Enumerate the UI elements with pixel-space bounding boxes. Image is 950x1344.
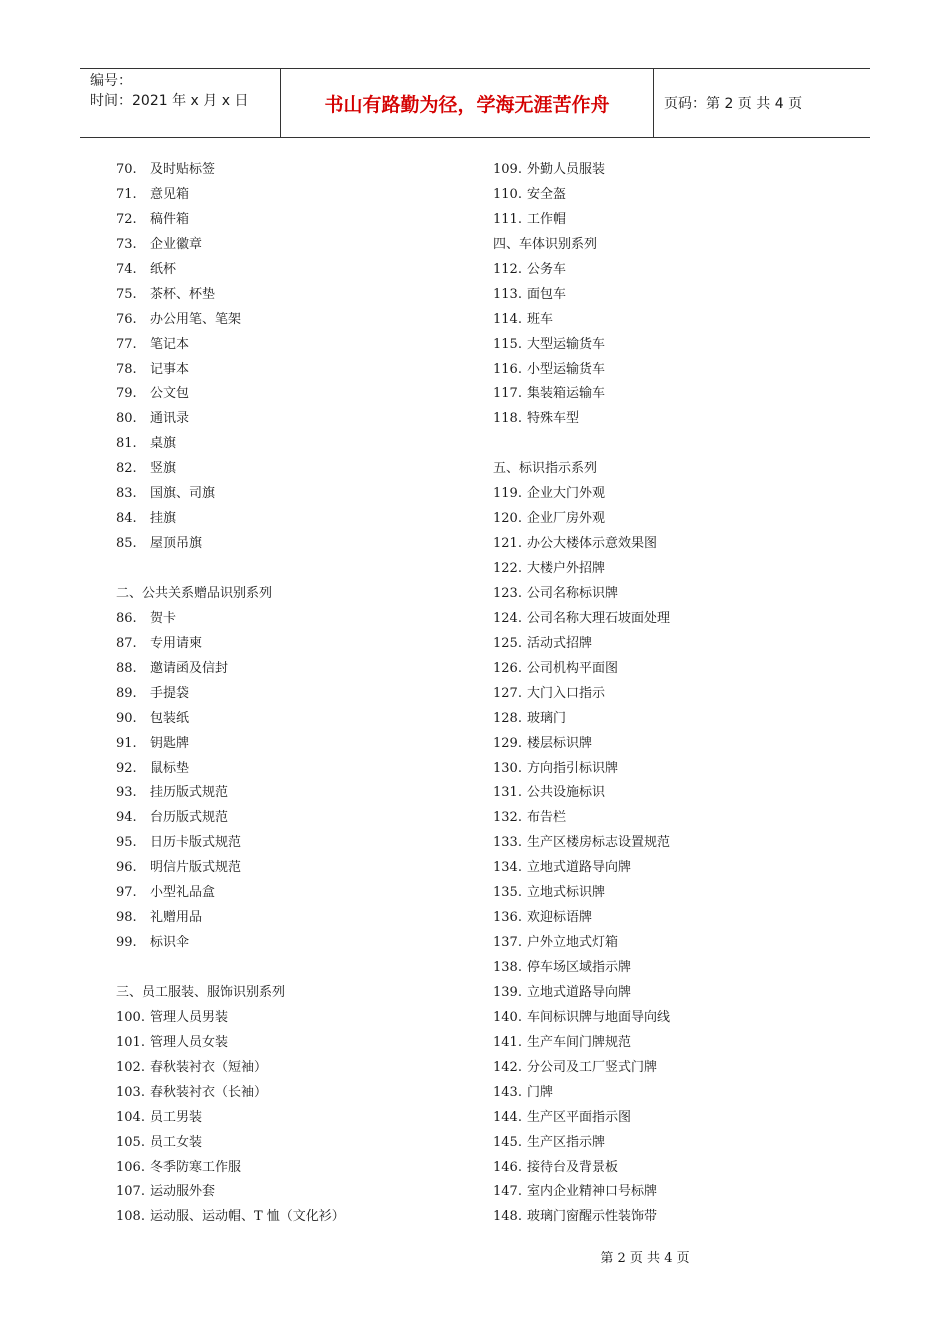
item-number: 143. bbox=[493, 1084, 522, 1100]
list-item bbox=[493, 1205, 873, 1230]
item-text: 分公司及工厂竖式门牌 bbox=[527, 1059, 658, 1075]
list-item bbox=[493, 358, 873, 383]
list-item bbox=[116, 183, 466, 208]
item-text: 门牌 bbox=[527, 1084, 554, 1100]
section-heading-text: 五、标识指示系列 bbox=[493, 461, 598, 477]
item-number: 83. bbox=[116, 486, 137, 502]
item-number: 129. bbox=[493, 735, 522, 751]
left-column-list bbox=[116, 158, 466, 1230]
list-item bbox=[493, 806, 873, 831]
item-number: 105. bbox=[116, 1134, 145, 1150]
list-item bbox=[116, 208, 466, 233]
item-number: 85. bbox=[116, 536, 137, 552]
item-text: 企业徽章 bbox=[150, 236, 203, 252]
item-text: 工作帽 bbox=[527, 211, 567, 227]
item-number: 89. bbox=[116, 685, 137, 701]
list-item bbox=[116, 1006, 466, 1031]
item-text: 欢迎标语牌 bbox=[527, 910, 593, 926]
page-footer bbox=[0, 1247, 950, 1266]
item-text: 立地式道路导向牌 bbox=[527, 984, 632, 1000]
list-item bbox=[116, 308, 466, 333]
item-number: 87. bbox=[116, 635, 137, 651]
item-text: 停车场区域指示牌 bbox=[527, 960, 632, 975]
item-number: 113. bbox=[493, 286, 522, 302]
item-text: 挂历版式规范 bbox=[150, 785, 229, 801]
list-item bbox=[493, 183, 873, 208]
list-item bbox=[116, 158, 466, 183]
item-number: 141. bbox=[493, 1034, 522, 1050]
item-text: 安全盔 bbox=[527, 186, 567, 202]
item-number: 120. bbox=[493, 511, 522, 527]
item-number: 144. bbox=[493, 1109, 522, 1125]
item-number: 132. bbox=[493, 810, 522, 826]
item-number: 95. bbox=[116, 835, 137, 851]
list-item bbox=[116, 532, 466, 557]
item-number: 108. bbox=[116, 1209, 145, 1225]
item-number: 107. bbox=[116, 1184, 145, 1200]
item-text: 公司机构平面图 bbox=[527, 660, 619, 676]
list-item bbox=[493, 981, 873, 1006]
item-text: 企业大门外观 bbox=[527, 486, 606, 502]
list-item bbox=[493, 1081, 873, 1106]
list-item bbox=[493, 1006, 873, 1031]
item-number: 94. bbox=[116, 810, 137, 826]
item-number: 147. bbox=[493, 1184, 522, 1200]
list-item bbox=[116, 1106, 466, 1131]
list-item bbox=[493, 607, 873, 632]
item-text: 礼赠用品 bbox=[150, 910, 203, 926]
list-item bbox=[493, 382, 873, 407]
item-text: 生产区指示牌 bbox=[527, 1134, 606, 1150]
item-number: 117. bbox=[493, 386, 522, 402]
item-number: 137. bbox=[493, 935, 522, 951]
item-number: 139. bbox=[493, 984, 522, 1000]
item-number: 102. bbox=[116, 1059, 145, 1075]
item-number: 73. bbox=[116, 236, 137, 252]
item-text: 玻璃门窗醒示性装饰带 bbox=[527, 1209, 658, 1225]
list-item bbox=[116, 1156, 466, 1181]
item-number: 101. bbox=[116, 1034, 145, 1050]
list-item bbox=[116, 1131, 466, 1156]
item-number: 138. bbox=[493, 960, 522, 975]
item-number: 130. bbox=[493, 760, 522, 776]
item-text: 外勤人员服装 bbox=[527, 162, 606, 177]
item-text: 运动服、运动帽、T 恤（文化衫） bbox=[150, 1209, 345, 1225]
item-text: 及时贴标签 bbox=[150, 162, 216, 177]
list-item bbox=[493, 831, 873, 856]
item-number: 119. bbox=[493, 486, 522, 502]
item-number: 93. bbox=[116, 785, 137, 801]
item-text: 挂旗 bbox=[150, 511, 177, 527]
list-item bbox=[116, 1205, 466, 1230]
list-item bbox=[493, 532, 873, 557]
item-text: 钥匙牌 bbox=[150, 735, 190, 751]
motto-text: 书山有路勤为径，学海无涯苦作舟 bbox=[324, 93, 610, 116]
section-heading-text: 四、车体识别系列 bbox=[493, 236, 598, 252]
list-item bbox=[493, 1131, 873, 1156]
list-item bbox=[493, 657, 873, 682]
item-text: 标识伞 bbox=[150, 935, 190, 951]
list-item bbox=[116, 806, 466, 831]
item-text: 大门入口指示 bbox=[527, 685, 606, 701]
item-text: 室内企业精神口号标牌 bbox=[527, 1184, 658, 1200]
blank-line bbox=[116, 557, 466, 582]
item-number: 142. bbox=[493, 1059, 522, 1075]
item-text: 接待台及背景板 bbox=[527, 1159, 619, 1175]
list-item bbox=[493, 1180, 873, 1205]
item-number: 96. bbox=[116, 860, 137, 876]
item-text: 公司名称大理石坡面处理 bbox=[527, 610, 671, 626]
item-text: 公文包 bbox=[150, 386, 190, 402]
list-item bbox=[116, 632, 466, 657]
item-number: 112. bbox=[493, 261, 522, 277]
list-item bbox=[493, 707, 873, 732]
item-number: 118. bbox=[493, 411, 522, 427]
item-text: 方向指引标识牌 bbox=[527, 760, 619, 776]
item-number: 110. bbox=[493, 186, 522, 202]
item-text: 楼层标识牌 bbox=[527, 735, 593, 751]
blank-line bbox=[493, 432, 873, 457]
list-item bbox=[493, 407, 873, 432]
list-item bbox=[493, 931, 873, 956]
list-item bbox=[116, 757, 466, 782]
item-text: 国旗、司旗 bbox=[150, 486, 216, 502]
item-text: 桌旗 bbox=[150, 436, 177, 452]
item-number: 121. bbox=[493, 536, 522, 552]
item-number: 98. bbox=[116, 910, 137, 926]
section-heading bbox=[116, 582, 466, 607]
list-item bbox=[493, 757, 873, 782]
item-text: 车间标识牌与地面导向线 bbox=[527, 1009, 671, 1025]
item-text: 包装纸 bbox=[150, 710, 190, 726]
item-text: 立地式标识牌 bbox=[527, 885, 606, 901]
item-text: 竖旗 bbox=[150, 461, 177, 477]
list-item bbox=[493, 682, 873, 707]
list-item bbox=[116, 283, 466, 308]
item-text: 春秋装衬衣（短袖） bbox=[150, 1059, 268, 1075]
item-number: 114. bbox=[493, 311, 522, 327]
document-date: 时间：2021 年 x 月 x 日 bbox=[90, 93, 249, 109]
list-item bbox=[493, 1156, 873, 1181]
list-item bbox=[493, 1031, 873, 1056]
item-number: 116. bbox=[493, 361, 522, 377]
item-number: 97. bbox=[116, 885, 137, 901]
list-item bbox=[493, 582, 873, 607]
item-number: 77. bbox=[116, 336, 137, 352]
item-number: 128. bbox=[493, 710, 522, 726]
item-number: 91. bbox=[116, 735, 137, 751]
list-item bbox=[493, 856, 873, 881]
item-text: 记事本 bbox=[150, 361, 190, 377]
item-text: 小型礼品盒 bbox=[150, 885, 216, 901]
list-item bbox=[493, 507, 873, 532]
item-text: 大楼户外招牌 bbox=[527, 561, 606, 576]
list-item bbox=[116, 1031, 466, 1056]
item-text: 小型运输货车 bbox=[527, 361, 606, 377]
list-item bbox=[116, 233, 466, 258]
list-item bbox=[493, 781, 873, 806]
list-item bbox=[493, 881, 873, 906]
section-heading bbox=[116, 981, 466, 1006]
list-item bbox=[493, 283, 873, 308]
list-item bbox=[116, 382, 466, 407]
item-text: 公务车 bbox=[527, 261, 567, 277]
item-text: 贺卡 bbox=[150, 610, 177, 626]
item-number: 126. bbox=[493, 660, 522, 676]
list-item bbox=[116, 906, 466, 931]
blank-line bbox=[116, 956, 466, 981]
item-number: 106. bbox=[116, 1159, 145, 1175]
item-text: 邀请函及信封 bbox=[150, 660, 229, 676]
item-text: 纸杯 bbox=[150, 261, 177, 277]
header-motto-cell bbox=[281, 69, 654, 137]
item-text: 办公用笔、笔架 bbox=[150, 311, 242, 327]
header-meta-cell bbox=[80, 69, 281, 137]
item-text: 手提袋 bbox=[150, 685, 190, 701]
item-text: 台历版式规范 bbox=[150, 810, 229, 826]
list-item bbox=[116, 407, 466, 432]
item-number: 148. bbox=[493, 1209, 522, 1225]
item-number: 82. bbox=[116, 461, 137, 477]
list-item bbox=[116, 607, 466, 632]
item-text: 公共设施标识 bbox=[527, 785, 606, 801]
item-number: 71. bbox=[116, 186, 137, 202]
item-text: 布告栏 bbox=[527, 810, 567, 826]
item-text: 面包车 bbox=[527, 286, 567, 302]
item-text: 立地式道路导向牌 bbox=[527, 860, 632, 876]
item-number: 103. bbox=[116, 1084, 145, 1100]
item-text: 管理人员女装 bbox=[150, 1034, 229, 1050]
item-number: 72. bbox=[116, 211, 137, 227]
item-text: 生产区平面指示图 bbox=[527, 1109, 632, 1125]
item-text: 生产区楼房标志设置规范 bbox=[527, 835, 671, 851]
list-item bbox=[116, 931, 466, 956]
item-text: 运动服外套 bbox=[150, 1184, 216, 1200]
item-number: 74. bbox=[116, 261, 137, 277]
item-text: 鼠标垫 bbox=[150, 760, 190, 776]
item-text: 通讯录 bbox=[150, 411, 190, 427]
list-item bbox=[493, 482, 873, 507]
item-text: 明信片版式规范 bbox=[150, 860, 242, 876]
list-item bbox=[116, 881, 466, 906]
list-item bbox=[116, 1056, 466, 1081]
list-item bbox=[493, 1106, 873, 1131]
list-item bbox=[493, 308, 873, 333]
list-item bbox=[116, 831, 466, 856]
item-number: 123. bbox=[493, 585, 522, 601]
list-item bbox=[493, 1056, 873, 1081]
item-text: 办公大楼体示意效果图 bbox=[527, 536, 658, 552]
item-number: 76. bbox=[116, 311, 137, 327]
item-number: 111. bbox=[493, 211, 522, 227]
item-number: 86. bbox=[116, 610, 137, 626]
item-text: 班车 bbox=[527, 311, 554, 327]
section-heading bbox=[493, 457, 873, 482]
list-item bbox=[116, 732, 466, 757]
item-number: 84. bbox=[116, 511, 137, 527]
item-text: 生产车间门牌规范 bbox=[527, 1034, 632, 1050]
list-item bbox=[116, 856, 466, 881]
item-number: 78. bbox=[116, 361, 137, 377]
item-number: 145. bbox=[493, 1134, 522, 1150]
item-number: 122. bbox=[493, 561, 522, 576]
list-item bbox=[116, 258, 466, 283]
right-column-list bbox=[493, 158, 873, 1230]
section-heading-text: 三、员工服装、服饰识别系列 bbox=[116, 984, 286, 1000]
item-text: 意见箱 bbox=[150, 186, 190, 202]
section-heading-text: 二、公共关系赠品识别系列 bbox=[116, 585, 273, 601]
item-text: 大型运输货车 bbox=[527, 336, 606, 352]
list-item bbox=[493, 956, 873, 981]
item-number: 80. bbox=[116, 411, 137, 427]
item-number: 81. bbox=[116, 436, 137, 452]
list-item bbox=[116, 682, 466, 707]
item-number: 75. bbox=[116, 286, 137, 302]
list-item bbox=[493, 333, 873, 358]
list-item bbox=[493, 158, 873, 183]
item-text: 屋顶吊旗 bbox=[150, 536, 203, 552]
item-text: 活动式招牌 bbox=[527, 635, 593, 651]
item-number: 140. bbox=[493, 1009, 522, 1025]
list-item bbox=[116, 482, 466, 507]
list-item bbox=[493, 557, 873, 582]
item-number: 104. bbox=[116, 1109, 145, 1125]
item-text: 专用请柬 bbox=[150, 635, 203, 651]
item-text: 户外立地式灯箱 bbox=[527, 935, 619, 951]
header-page-cell bbox=[654, 69, 870, 137]
list-item bbox=[116, 1081, 466, 1106]
document-number-label: 编号： bbox=[90, 73, 132, 89]
list-item bbox=[493, 258, 873, 283]
item-number: 90. bbox=[116, 710, 137, 726]
list-item bbox=[116, 507, 466, 532]
item-number: 100. bbox=[116, 1009, 145, 1025]
section-heading bbox=[493, 233, 873, 258]
list-item bbox=[116, 457, 466, 482]
item-text: 冬季防寒工作服 bbox=[150, 1159, 242, 1175]
list-item bbox=[116, 333, 466, 358]
item-number: 146. bbox=[493, 1159, 522, 1175]
item-number: 127. bbox=[493, 685, 522, 701]
page-header bbox=[80, 68, 870, 138]
item-text: 笔记本 bbox=[150, 336, 190, 352]
item-text: 特殊车型 bbox=[527, 411, 580, 427]
item-text: 日历卡版式规范 bbox=[150, 835, 242, 851]
item-number: 99. bbox=[116, 935, 137, 951]
item-number: 133. bbox=[493, 835, 522, 851]
item-number: 125. bbox=[493, 635, 522, 651]
item-number: 109. bbox=[493, 162, 522, 177]
item-number: 136. bbox=[493, 910, 522, 926]
list-item bbox=[116, 432, 466, 457]
list-item bbox=[493, 208, 873, 233]
list-item bbox=[116, 707, 466, 732]
item-text: 管理人员男装 bbox=[150, 1009, 229, 1025]
footer-page-number: 第 2 页 共 4 页 bbox=[600, 1251, 690, 1266]
item-number: 70. bbox=[116, 162, 137, 177]
list-item bbox=[493, 732, 873, 757]
list-item bbox=[116, 1180, 466, 1205]
item-number: 92. bbox=[116, 760, 137, 776]
item-text: 茶杯、杯垫 bbox=[150, 286, 216, 302]
item-text: 稿件箱 bbox=[150, 211, 190, 227]
item-text: 员工男装 bbox=[150, 1109, 203, 1125]
item-text: 玻璃门 bbox=[527, 710, 567, 726]
list-item bbox=[116, 657, 466, 682]
item-number: 135. bbox=[493, 885, 522, 901]
item-text: 集装箱运输车 bbox=[527, 386, 606, 402]
item-text: 员工女装 bbox=[150, 1134, 203, 1150]
header-page-info: 页码：第 2 页 共 4 页 bbox=[664, 96, 803, 112]
item-text: 公司名称标识牌 bbox=[527, 585, 619, 601]
list-item bbox=[493, 906, 873, 931]
item-text: 春秋装衬衣（长袖） bbox=[150, 1084, 268, 1100]
item-number: 131. bbox=[493, 785, 522, 801]
item-number: 88. bbox=[116, 660, 137, 676]
list-item bbox=[493, 632, 873, 657]
list-item bbox=[116, 358, 466, 383]
list-item bbox=[116, 781, 466, 806]
item-text: 企业厂房外观 bbox=[527, 511, 606, 527]
item-number: 134. bbox=[493, 860, 522, 876]
item-number: 79. bbox=[116, 386, 137, 402]
item-number: 124. bbox=[493, 610, 522, 626]
item-number: 115. bbox=[493, 336, 522, 352]
